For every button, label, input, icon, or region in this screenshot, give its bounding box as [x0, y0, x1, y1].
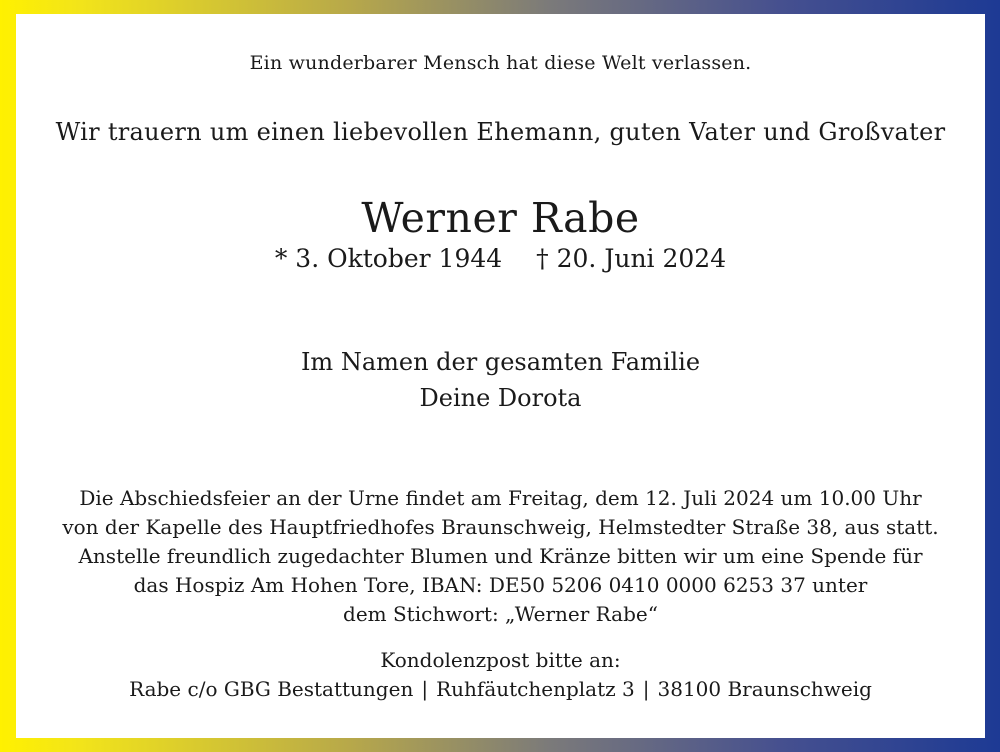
- family-signature-line: Im Namen der gesamten Familie: [300, 348, 701, 376]
- service-text-line: dem Stichwort: „Werner Rabe“: [343, 602, 658, 626]
- birth-date: * 3. Oktober 1944: [274, 244, 503, 273]
- service-text-line: von der Kapelle des Hauptfriedhofes Braunschweig, Helmstedter Straße 38, aus statt.: [62, 515, 939, 539]
- service-text-line: Anstelle freundlich zugedachter Blumen und Kränze bitten wir um eine Spende für: [78, 544, 923, 568]
- address-separator: |: [642, 677, 650, 701]
- family-signature-name: Deine Dorota: [419, 384, 582, 412]
- death-date: † 20. Juni 2024: [536, 244, 727, 273]
- condolence-city: 38100 Braunschweig: [657, 677, 872, 701]
- deceased-name: Werner Rabe: [361, 194, 640, 242]
- condolence-address: [16, 677, 985, 701]
- address-separator: |: [421, 677, 429, 701]
- service-text-line: Die Abschiedsfeier an der Urne findet am Freitag, dem 12. Juli 2024 um 10.00 Uhr: [79, 486, 922, 510]
- mourning-text: Wir trauern um einen liebevollen Ehemann, guten Vater und Großvater: [55, 118, 946, 146]
- obituary-card: [16, 14, 985, 738]
- condolence-recipient: Rabe c/o GBG Bestattungen: [129, 677, 414, 701]
- intro-text: Ein wunderbarer Mensch hat diese Welt verlassen.: [249, 52, 752, 74]
- condolence-heading: Kondolenzpost bitte an:: [380, 648, 621, 672]
- life-dates: [16, 244, 985, 273]
- service-text-line: das Hospiz Am Hohen Tore, IBAN: DE50 5206 0410 0000 6253 37 unter: [133, 573, 868, 597]
- condolence-street: Ruhfäutchenplatz 3: [436, 677, 635, 701]
